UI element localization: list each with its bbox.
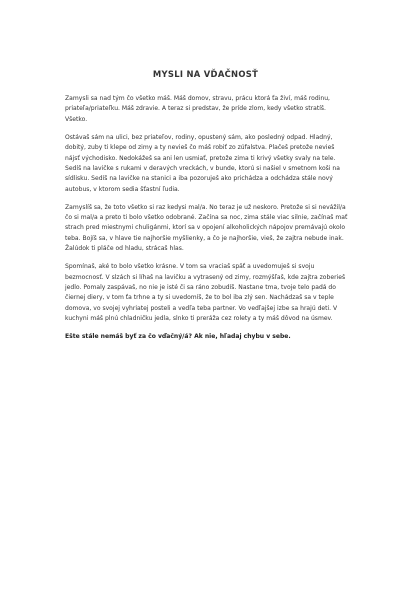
document-body [65,94,350,350]
paragraph-1: Zamysli sa nad tým čo všetko máš. Máš domov, stravu, prácu ktorá ťa živí, máš rodinu, priateľa/priateľku. Máš zdravie. A teraz si predstav, že príde zlom, kedy všetko stratíš. Všetko. [65,95,330,123]
closing-statement: Ešte stále nemáš byť za čo vďačný/á? Ak nie, hľadaj chybu v sebe. [65,333,291,341]
paragraph-4: Spomínaš, aké to bolo všetko krásne. V tom sa vraciaš späť a uvedomuješ si svoju bezmocnosť. V slzách si líhaš na lavičku a vytrasený od zimy, rozmýšľaš, kde zajtra zoberieš jedlo. Pomaly zaspávaš, no nie je isté či sa ráno zobudíš. Nastane tma, tvoje telo padá do čiernej diery, v tom ťa trhne a ty si uvedomíš, že to bol iba zlý sen. Nachádzaš sa v teple domova, vo svojej vyhriatej posteli a vedľa teba partner. Vo vedľajšej izbe sa hrajú deti. V kuchyni máš plnú chladničku jedla, slnko ti preráža cez rolety a ty máš dôvod na úsmev. [65,263,346,323]
paragraph-2: Ostávaš sám na ulici, bez priateľov, rodiny, opustený sám, ako posledný odpad. Hladný, dobitý, zuby ti klepe od zimy a ty nevieš čo máš robiť zo zúfalstva. Plačeš pretože nevieš nájsť východisko. Nedokážeš sa ani len usmiať, pretože zima ti krivý všetky svaly na tele. Sedíš na lavičke s rukami v deravých vreckách, v bunde, ktorú si našiel v smetnom koši na sídlisku. Sedíš na lavičke na stanici a iba pozoruješ ako prichádza a odchádza stále nový autobus, v ktorom sedia šťastní ľudia. [65,133,340,193]
document-title: MYSLI NA VĎAČNOSŤ [152,69,259,79]
paragraph-3: Zamyslíš sa, že toto všetko si raz kedysi mal/a. No teraz je už neskoro. Pretože si si nevážil/a čo si mal/a a preto ti bolo všetko odobrané. Začína sa noc, zima stále viac silnie, začínaš mať strach pred miestnymi chuligánmi, ktorí sa v opojení alkoholických nápojov premávajú okolo teba. Bojíš sa, v hlave tie najhoršie myšlienky, a čo je najhoršie, vieš, že zajtra nebude inak. Žalúdok ti pláče od hladu, strácaš hlas. [65,203,348,253]
